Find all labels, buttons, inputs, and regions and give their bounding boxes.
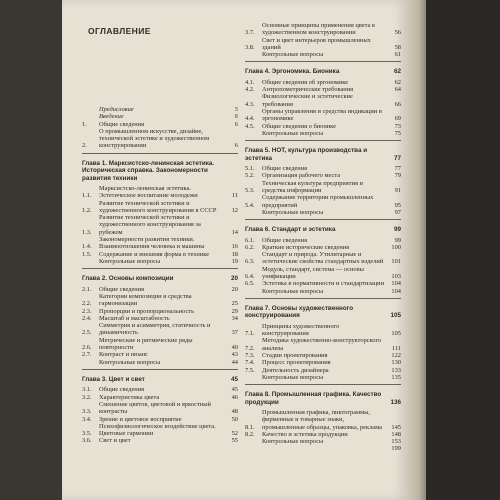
- entry-page: 46: [231, 393, 238, 401]
- entry-number: 4.1.: [245, 78, 255, 86]
- chapter-page: 77: [393, 154, 401, 162]
- entry-page: 122: [391, 351, 401, 359]
- entry-number: 2.3.: [82, 307, 92, 315]
- entry-page: 20: [231, 285, 238, 293]
- entry-title: Содержание и внешняя форма в технике: [99, 250, 210, 258]
- entry-page: 105: [391, 330, 401, 338]
- toc-entry: [245, 438, 401, 445]
- toc-entry: [245, 367, 401, 374]
- entry-number: 6.3.: [245, 258, 255, 266]
- entry-page: 77: [394, 165, 401, 173]
- entry-title: Техническая культура предприятия и средства информации: [262, 179, 363, 194]
- toc-entry: [82, 337, 238, 352]
- entry-page: 55: [231, 437, 238, 445]
- entry-page: 148: [391, 430, 401, 438]
- entry-number: 2.7.: [82, 351, 92, 359]
- toc-entry: [82, 128, 238, 150]
- entry-title: Контрольные вопросы: [262, 287, 324, 295]
- chapter-heading: [245, 305, 401, 320]
- entry-title: Общие сведения: [99, 285, 145, 293]
- entry-title: Промышленная графика, пиктограммы, фирменные и товарные знаки, промышленные образцы, упаковка, реклама: [262, 408, 382, 431]
- page-edge: [408, 0, 426, 500]
- entry-number: 7.1.: [245, 330, 255, 338]
- entry-page: 56: [394, 29, 401, 37]
- chapter-title: Глава 1. Марксистско-ленинская эстетика. Историческая справка. Закономерности развития техники: [82, 159, 215, 182]
- entry-number: 1.1.: [82, 192, 92, 200]
- entry-title: Общие сведения: [99, 120, 145, 128]
- section-divider: [245, 61, 401, 62]
- entry-page: 62: [394, 78, 401, 86]
- entry-page: 43: [231, 351, 238, 359]
- page-title: ОГЛАВЛЕНИЕ: [88, 26, 151, 36]
- toc-entry: [82, 386, 238, 393]
- toc-entry: [245, 244, 401, 251]
- toc-entry: [245, 130, 401, 137]
- entry-page: 16: [231, 243, 238, 251]
- section-divider: [82, 369, 238, 370]
- toc-entry: [82, 200, 238, 215]
- entry-title: Общие сведения: [262, 236, 308, 244]
- toc-entry: [245, 237, 401, 244]
- entry-number: 5.3.: [245, 186, 255, 194]
- toc-entry: [245, 22, 401, 37]
- entry-number: 6.2.: [245, 243, 255, 251]
- entry-title: Методика художественно-конструкторского анализа: [262, 337, 382, 352]
- chapter-title: Глава 3. Цвет и свет: [82, 375, 145, 383]
- entry-number: 6.5.: [245, 280, 255, 288]
- toc-entry: [82, 401, 238, 416]
- entry-title: Антропометрические требования: [262, 86, 354, 94]
- entry-title: Симметрия и асимметрия, статичность и динамичность: [99, 322, 211, 337]
- entry-title: Контраст и нюанс: [99, 351, 148, 359]
- entry-number: 7.4.: [245, 359, 255, 367]
- section-divider: [245, 298, 401, 299]
- toc-entry: [82, 315, 238, 322]
- entry-page: 11: [231, 192, 238, 200]
- entry-page: 61: [394, 51, 401, 59]
- entry-title: Деятельность дизайнера: [262, 366, 329, 374]
- entry-number: 3.1.: [82, 386, 92, 394]
- entry-page: 37: [231, 329, 238, 337]
- chapter-heading: [82, 376, 238, 383]
- entry-number: 3.6.: [82, 437, 92, 445]
- entry-number: 2.5.: [82, 329, 92, 337]
- entry-title: Контрольные вопросы: [262, 373, 324, 381]
- entry-title: Эстетика в нормативности и стандартизации: [262, 280, 385, 288]
- chapter-page: 62: [393, 68, 401, 76]
- toc-entry: [82, 286, 238, 293]
- entry-number: 5.1.: [245, 165, 255, 173]
- entry-title: Свет и цвет интерьеров промышленных зданий: [262, 36, 371, 51]
- entry-page: 153: [391, 438, 401, 446]
- book-page: [62, 0, 408, 500]
- toc-entry: [245, 359, 401, 366]
- entry-title: Основные принципы применения цвета в художественном конструировании: [262, 22, 375, 37]
- toc-entry: [82, 394, 238, 401]
- toc-entry: [82, 214, 238, 236]
- toc-entry: [245, 288, 401, 295]
- entry-number: 5.2.: [245, 172, 255, 180]
- entry-number: 7.5.: [245, 366, 255, 374]
- toc-entry: [245, 108, 401, 123]
- chapter-heading: [82, 275, 238, 282]
- entry-title: Общие сведения: [99, 386, 145, 394]
- toc-entry: [245, 172, 401, 179]
- entry-title: Пропорции и пропорциональность: [99, 307, 195, 315]
- entry-page: 52: [231, 430, 238, 438]
- toc-entry: [82, 185, 238, 200]
- entry-title: Физиологические и эстетические требования: [262, 93, 353, 108]
- entry-number: 1.3.: [82, 228, 92, 236]
- entry-page: 64: [394, 86, 401, 94]
- entry-title: Общие сведения об эргономике: [262, 78, 349, 86]
- entry-page: 199: [391, 445, 401, 453]
- entry-number: 2.1.: [82, 285, 92, 293]
- entry-title: Категории композиции и средства гармонизации: [99, 292, 192, 308]
- entry-number: 6.4.: [245, 273, 255, 281]
- toc-entry: [245, 409, 401, 431]
- toc-entry: [82, 106, 238, 113]
- chapter-title: Глава 8. Промышленная графика. Качество продукции: [245, 391, 382, 406]
- entry-number: 5.4.: [245, 201, 255, 209]
- entry-page: 145: [391, 423, 401, 431]
- entry-number: 2.2.: [82, 300, 92, 308]
- chapter-page: 99: [393, 226, 401, 234]
- entry-page: 25: [231, 300, 238, 308]
- entry-title: Масштаб и масштабность: [99, 314, 170, 322]
- toc-entry: [245, 374, 401, 381]
- entry-title: Общие сведения о бионике: [262, 122, 336, 130]
- chapter-page: 136: [390, 398, 401, 406]
- entry-page: 66: [394, 100, 401, 108]
- toc-entry: [245, 352, 401, 359]
- entry-page: 14: [231, 228, 238, 236]
- toc-entry: [245, 445, 401, 452]
- entry-title: Принципы художественного конструирования: [262, 322, 340, 338]
- entry-number: 3.5.: [82, 430, 92, 438]
- chapter-heading: [245, 226, 401, 233]
- entry-title: Модуль, стандарт, система — основы унификации: [262, 265, 364, 281]
- toc-entry: [245, 180, 401, 195]
- chapter-title: Глава 4. Эргономика. Бионика: [245, 68, 340, 76]
- entry-page: 19: [231, 257, 238, 265]
- entry-number: 2.6.: [82, 344, 92, 352]
- entry-title: Введение: [99, 113, 124, 121]
- entry-page: 75: [394, 129, 401, 137]
- chapter-heading: [245, 147, 401, 162]
- entry-page: 79: [394, 172, 401, 180]
- toc-entry: [245, 51, 401, 58]
- entry-number: 7.3.: [245, 351, 255, 359]
- toc-entry: [82, 308, 238, 315]
- chapter-title: Глава 5. НОТ, культура производства и эстетика: [245, 147, 368, 162]
- toc-entry: [82, 322, 238, 337]
- entry-title: Органы управления и средства индикации в эргономике: [262, 108, 382, 123]
- entry-number: 4.3.: [245, 100, 255, 108]
- entry-number: 3.2.: [82, 393, 92, 401]
- entry-page: 34: [231, 314, 238, 322]
- entry-page: 135: [391, 373, 401, 381]
- entry-page: 12: [231, 206, 238, 214]
- entry-page: 91: [394, 186, 401, 194]
- section-divider: [82, 153, 238, 154]
- toc-entry: [245, 337, 401, 352]
- entry-number: 3.8.: [245, 43, 255, 51]
- toc-entry: [245, 37, 401, 52]
- entry-title: Психофизиологическое воздействие цвета. Цветовые гармонии: [99, 422, 216, 438]
- entry-title: Процесс проектирования: [262, 359, 331, 367]
- toc-entry: [82, 293, 238, 308]
- entry-title: Смешение цветов, цветовой и яркостный контрасты: [99, 400, 211, 416]
- entry-title: Стадии проектирования: [262, 351, 328, 359]
- toc-entry: [82, 236, 238, 251]
- entry-page: 6: [234, 142, 238, 150]
- entry-number: 4.5.: [245, 122, 255, 130]
- entry-title: Содержание территории промышленных предприятий: [262, 194, 374, 209]
- entry-title: Контрольные вопросы: [99, 358, 161, 366]
- toc-entry: [82, 416, 238, 423]
- entry-title: Контрольные вопросы: [262, 129, 324, 137]
- toc-entry: [82, 258, 238, 265]
- entry-title: Свет и цвет: [99, 437, 131, 445]
- entry-page: 6: [234, 113, 238, 121]
- chapter-heading: [245, 391, 401, 406]
- toc-entry: [245, 251, 401, 266]
- entry-page: 40: [231, 344, 238, 352]
- entry-page: 18: [231, 250, 238, 258]
- toc-entry: [245, 323, 401, 338]
- toc-entry: [82, 113, 238, 120]
- entry-title: Качество и эстетика продукции: [262, 430, 348, 438]
- entry-title: Зрение и цветовое восприятие: [99, 415, 182, 423]
- toc-entry: [245, 93, 401, 108]
- entry-number: 3.3.: [82, 408, 92, 416]
- entry-page: 6: [234, 120, 238, 128]
- background: [426, 0, 500, 500]
- entry-number: 1.: [82, 120, 87, 128]
- entry-title: Развитие технической эстетики и художественного конструирования за рубежом: [99, 214, 201, 236]
- entry-page: 48: [231, 408, 238, 416]
- toc-entry: [245, 123, 401, 130]
- chapter-page: 20: [230, 275, 238, 283]
- toc-entry: [82, 121, 238, 128]
- entry-title: Характеристика цвета: [99, 393, 160, 401]
- entry-number: 4.2.: [245, 86, 255, 94]
- entry-number: 1.4.: [82, 243, 92, 251]
- entry-number: 1.2.: [82, 206, 92, 214]
- entry-title: Контрольные вопросы: [262, 438, 324, 446]
- entry-title: Закономерности развития техники. Взаимоотношения человека и машины: [99, 236, 205, 251]
- entry-title: Марксистско-ленинская эстетика. Эстетическое воспитание молодежи: [99, 185, 198, 200]
- entry-page: 104: [391, 287, 401, 295]
- chapter-title: Глава 6. Стандарт и эстетика: [245, 226, 336, 234]
- entry-title: Стандарт и природа. Утилитарные и эстетические свойства стандартных изделий: [262, 251, 384, 266]
- entry-number: 7.2.: [245, 344, 255, 352]
- entry-number: 3.4.: [82, 415, 92, 423]
- entry-number: 4.4.: [245, 115, 255, 123]
- entry-page: 99: [394, 236, 401, 244]
- toc-entry: [245, 86, 401, 93]
- entry-title: Контрольные вопросы: [99, 257, 161, 265]
- entry-page: 50: [231, 415, 238, 423]
- entry-title: О промышленном искусстве, дизайне, технической эстетике и художественном конструировании: [99, 127, 210, 150]
- toc-entry: [245, 209, 401, 216]
- entry-number: 8.1.: [245, 423, 255, 431]
- entry-page: 58: [394, 43, 401, 51]
- entry-page: 73: [394, 122, 401, 130]
- entry-page: 111: [391, 344, 401, 352]
- chapter-page: 105: [390, 312, 401, 320]
- entry-number: 2.: [82, 142, 87, 150]
- entry-page: 104: [391, 280, 401, 288]
- entry-title: Организация рабочего места: [262, 172, 341, 180]
- toc-entry: [245, 165, 401, 172]
- entry-title: Предисловие: [99, 106, 134, 113]
- entry-page: 103: [391, 273, 401, 281]
- entry-page: 5: [234, 106, 238, 113]
- entry-title: Общие сведения: [262, 165, 308, 173]
- entry-page: 29: [231, 307, 238, 315]
- entry-page: 69: [394, 115, 401, 123]
- section-divider: [245, 140, 401, 141]
- entry-page: 101: [391, 258, 401, 266]
- entry-title: Контрольные вопросы: [262, 51, 324, 59]
- entry-page: 133: [391, 366, 401, 374]
- entry-page: 130: [391, 359, 401, 367]
- chapter-page: 45: [230, 375, 238, 383]
- entry-title: Метрические и ритмические ряды повторности: [99, 336, 193, 352]
- toc-entry: [245, 431, 401, 438]
- chapter-title: Глава 7. Основы художественного конструирования: [245, 304, 354, 320]
- chapter-title: Глава 2. Основы композиции: [82, 275, 174, 283]
- entry-number: 6.1.: [245, 236, 255, 244]
- toc-entry: [245, 266, 401, 281]
- entry-page: 95: [394, 201, 401, 209]
- entry-page: 44: [231, 358, 238, 366]
- entry-page: 100: [391, 243, 401, 251]
- entry-page: 97: [394, 208, 401, 216]
- section-divider: [245, 384, 401, 385]
- entry-number: 1.5.: [82, 250, 92, 258]
- toc-left-column: [82, 106, 238, 445]
- entry-number: 8.2.: [245, 430, 255, 438]
- entry-title: Краткие исторические сведения: [262, 243, 350, 251]
- toc-right-column: [245, 22, 401, 453]
- toc-entry: [82, 359, 238, 366]
- toc-entry: [82, 251, 238, 258]
- entry-number: 3.7.: [245, 29, 255, 37]
- toc-entry: [245, 194, 401, 209]
- entry-title: Развитие технической эстетики и художественного конструирования в СССР: [99, 199, 217, 214]
- toc-entry: [245, 79, 401, 86]
- toc-entry: [82, 423, 238, 438]
- chapter-heading: [82, 160, 238, 182]
- section-divider: [82, 268, 238, 269]
- section-divider: [245, 219, 401, 220]
- entry-number: 2.4.: [82, 314, 92, 322]
- entry-page: 45: [231, 386, 238, 394]
- toc-entry: [82, 351, 238, 358]
- entry-title: Контрольные вопросы: [262, 208, 324, 216]
- toc-entry: [82, 437, 238, 444]
- chapter-heading: [245, 68, 401, 75]
- toc-entry: [245, 280, 401, 287]
